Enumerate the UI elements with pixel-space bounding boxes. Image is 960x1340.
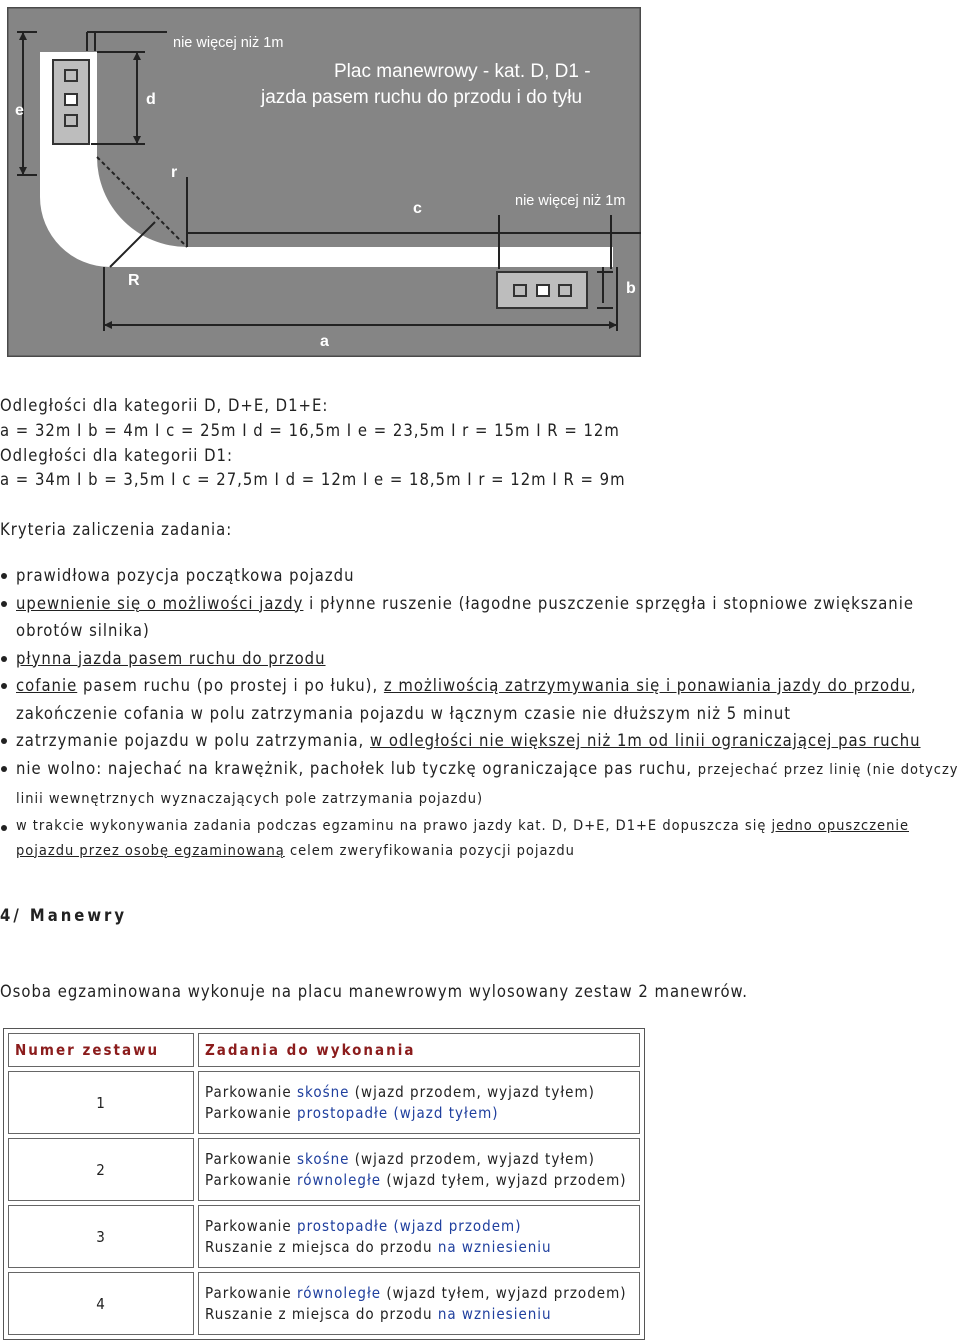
distances-values-1: a = 32m I b = 4m I c = 25m I d = 16,5m I e = 23,5m I r = 15m I R = 12m <box>0 421 620 440</box>
column-header-set-number: Numer zestawu <box>8 1033 194 1067</box>
table-header-row <box>8 1033 640 1067</box>
criteria-item: upewnienie się o możliwości jazdy i płynne ruszenie (łagodne puszczenie sprzęgła i stopniowe zwiększanie obrotów silnika) <box>0 590 960 645</box>
distances-values-2: a = 34m I b = 3,5m I c = 27,5m I d = 12m I e = 18,5m I r = 12m I R = 9m <box>0 470 626 489</box>
note-right-label: nie więcej niż 1m <box>515 193 626 209</box>
dim-c-label: c <box>413 200 422 217</box>
table-row <box>8 1272 640 1335</box>
manoeuvres-intro: Osoba egzaminowana wykonuje na placu manewrowym wylosowany zestaw 2 manewrów. <box>0 982 748 1001</box>
set-tasks: Parkowanie skośne (wjazd przodem, wyjazd tyłem) Parkowanie prostopadłe (wjazd tyłem) <box>198 1071 640 1134</box>
dim-r-label: r <box>171 164 178 181</box>
set-tasks: Parkowanie równoległe (wjazd tyłem, wyjazd przodem) Ruszanie z miejsca do przodu na wzniesieniu <box>198 1272 640 1335</box>
table-row <box>8 1138 640 1201</box>
table-row <box>8 1205 640 1268</box>
set-number: 1 <box>8 1071 194 1134</box>
criteria-item: prawidłowa pozycja początkowa pojazdu <box>0 562 960 590</box>
dim-a-label: a <box>320 333 329 350</box>
vehicle-window-icon <box>537 285 549 296</box>
set-number: 3 <box>8 1205 194 1268</box>
table-row <box>8 1071 640 1134</box>
criteria-item: cofanie pasem ruchu (po prostej i po łuku), z możliwością zatrzymywania się i ponawiania jazdy do przodu, zakończenie cofania w polu zatrzymania pojazdu w łącznym czasie nie dłuższym niż 5 minut <box>0 672 960 727</box>
vehicle-window-icon <box>65 94 77 105</box>
set-tasks: Parkowanie skośne (wjazd przodem, wyjazd tyłem) Parkowanie równoległe (wjazd tyłem, wyjazd przodem) <box>198 1138 640 1201</box>
dim-d-label: d <box>146 91 156 108</box>
set-number: 2 <box>8 1138 194 1201</box>
column-header-tasks: Zadania do wykonania <box>198 1033 640 1067</box>
dim-e-label: e <box>15 102 24 119</box>
diagram-title-line2: jazda pasem ruchu do przodu i do tyłu <box>261 87 583 108</box>
manoeuvre-yard-diagram <box>7 7 641 357</box>
distances-label-2: Odległości dla kategorii D1: <box>0 446 233 465</box>
set-number: 4 <box>8 1272 194 1335</box>
criteria-item: płynna jazda pasem ruchu do przodu <box>0 645 960 673</box>
dim-b-label: b <box>626 280 636 297</box>
criteria-list <box>0 562 960 864</box>
criteria-item: nie wolno: najechać na krawężnik, pachołek lub tyczkę ograniczające pas ruchu, przejechać przez linię (nie dotyczy linii wewnętrznych wyznaczających pole zatrzymania pojazdu) <box>0 755 960 814</box>
criteria-heading: Kryteria zaliczenia zadania: <box>0 520 233 539</box>
diagram-title-line1: Plac manewrowy - kat. D, D1 - <box>334 61 591 82</box>
note-top-label: nie więcej niż 1m <box>173 35 284 51</box>
manoeuvre-sets-table <box>3 1028 645 1340</box>
distances-label-1: Odległości dla kategorii D, D+E, D1+E: <box>0 396 329 415</box>
set-tasks: Parkowanie prostopadłe (wjazd przodem) Ruszanie z miejsca do przodu na wzniesieniu <box>198 1205 640 1268</box>
criteria-item: zatrzymanie pojazdu w polu zatrzymania, w odległości nie większej niż 1m od linii ograniczającej pas ruchu <box>0 727 960 755</box>
criteria-item: w trakcie wykonywania zadania podczas egzaminu na prawo jazdy kat. D, D+E, D1+E dopuszcza się jedno opuszczenie pojazdu przez osobę egzaminowaną celem zweryfikowania pozycji pojazdu <box>0 814 960 864</box>
dim-R-label: R <box>128 272 140 289</box>
manoeuvres-heading: 4/ Manewry <box>0 906 128 925</box>
